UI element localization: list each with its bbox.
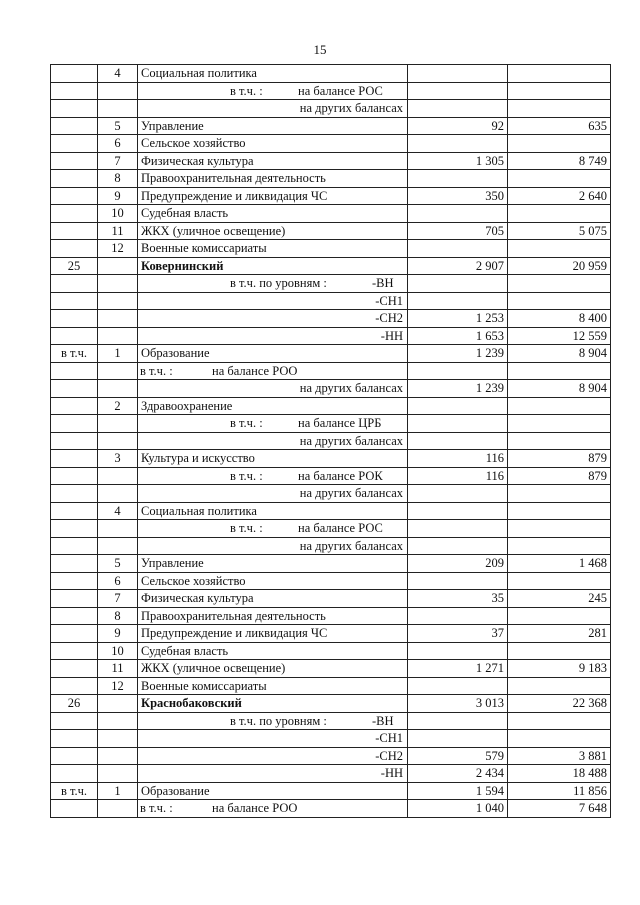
cell-group-marker (51, 205, 98, 223)
cell-group-marker (51, 572, 98, 590)
cell-group-marker (51, 712, 98, 730)
cell-item-number (98, 327, 138, 345)
cell-group-marker (51, 292, 98, 310)
cell-item-number (98, 537, 138, 555)
table-row (51, 170, 611, 188)
cell-group-marker (51, 660, 98, 678)
cell-value-1: 209 (408, 555, 508, 573)
cell-value-1 (408, 100, 508, 118)
cell-description: -СН2 (138, 747, 408, 765)
cell-description: Социальная политика (138, 65, 408, 83)
breakdown-value: на балансе ЦРБ (298, 416, 382, 431)
cell-item-number (98, 82, 138, 100)
cell-value-1 (408, 730, 508, 748)
cell-item-number (98, 362, 138, 380)
cell-value-1: 116 (408, 467, 508, 485)
cell-description: Управление (138, 117, 408, 135)
cell-description: на других балансах (138, 485, 408, 503)
table-row (51, 415, 611, 433)
cell-value-1: 350 (408, 187, 508, 205)
cell-value-2 (508, 362, 611, 380)
cell-value-1: 116 (408, 450, 508, 468)
cell-value-2: 879 (508, 467, 611, 485)
cell-description: Образование (138, 782, 408, 800)
cell-group-marker (51, 590, 98, 608)
breakdown-value: на балансе РОС (298, 521, 383, 536)
cell-value-2: 12 559 (508, 327, 611, 345)
cell-item-number: 6 (98, 135, 138, 153)
table-row (51, 642, 611, 660)
cell-group-marker (51, 555, 98, 573)
region-row (51, 257, 611, 275)
cell-group-marker (51, 82, 98, 100)
cell-value-1 (408, 572, 508, 590)
cell-group-marker (51, 502, 98, 520)
cell-group-marker (51, 415, 98, 433)
cell-group-marker (51, 730, 98, 748)
table-row (51, 310, 611, 328)
table-row (51, 712, 611, 730)
cell-value-2 (508, 82, 611, 100)
cell-description: Образование (138, 345, 408, 363)
cell-group-marker (51, 642, 98, 660)
table-row (51, 222, 611, 240)
cell-description: Судебная власть (138, 642, 408, 660)
cell-value-1: 37 (408, 625, 508, 643)
cell-value-2 (508, 135, 611, 153)
table-row (51, 450, 611, 468)
table-row (51, 380, 611, 398)
cell-group-marker: 25 (51, 257, 98, 275)
table-row (51, 660, 611, 678)
table-row (51, 730, 611, 748)
breakdown-label: в т.ч. : (230, 83, 263, 98)
cell-item-number: 11 (98, 660, 138, 678)
breakdown-value: -ВН (372, 713, 394, 728)
cell-group-marker (51, 485, 98, 503)
cell-value-1 (408, 712, 508, 730)
table-row (51, 292, 611, 310)
cell-description: Военные комиссариаты (138, 677, 408, 695)
cell-value-1 (408, 502, 508, 520)
cell-item-number: 6 (98, 572, 138, 590)
cell-item-number (98, 747, 138, 765)
cell-value-2: 18 488 (508, 765, 611, 783)
cell-item-number: 9 (98, 625, 138, 643)
cell-group-marker (51, 607, 98, 625)
cell-item-number: 10 (98, 205, 138, 223)
cell-value-1: 579 (408, 747, 508, 765)
cell-value-1: 2 907 (408, 257, 508, 275)
cell-value-1: 705 (408, 222, 508, 240)
cell-group-marker (51, 765, 98, 783)
cell-value-2: 9 183 (508, 660, 611, 678)
cell-description: Управление (138, 555, 408, 573)
cell-description: Правоохранительная деятельность (138, 170, 408, 188)
cell-value-2 (508, 520, 611, 538)
cell-value-1 (408, 677, 508, 695)
cell-value-1: 1 594 (408, 782, 508, 800)
cell-value-1 (408, 240, 508, 258)
cell-value-1: 1 653 (408, 327, 508, 345)
region-row (51, 695, 611, 713)
cell-value-2 (508, 240, 611, 258)
cell-value-1 (408, 415, 508, 433)
cell-item-number (98, 257, 138, 275)
breakdown-value: -ВН (372, 276, 394, 291)
cell-value-2: 635 (508, 117, 611, 135)
cell-description: -СН1 (138, 292, 408, 310)
cell-value-2 (508, 485, 611, 503)
cell-value-2 (508, 572, 611, 590)
cell-group-marker (51, 152, 98, 170)
cell-value-1: 1 040 (408, 800, 508, 818)
cell-value-2 (508, 65, 611, 83)
cell-value-1 (408, 65, 508, 83)
cell-value-2: 2 640 (508, 187, 611, 205)
cell-value-2 (508, 205, 611, 223)
cell-item-number: 1 (98, 782, 138, 800)
cell-item-number: 12 (98, 240, 138, 258)
cell-description: Предупреждение и ликвидация ЧС (138, 187, 408, 205)
cell-value-2 (508, 170, 611, 188)
cell-value-1: 35 (408, 590, 508, 608)
cell-item-number (98, 310, 138, 328)
cell-description (138, 362, 408, 380)
table-row (51, 65, 611, 83)
cell-description: Социальная политика (138, 502, 408, 520)
cell-value-2 (508, 712, 611, 730)
cell-description (138, 800, 408, 818)
table-row (51, 520, 611, 538)
cell-group-marker: в т.ч. (51, 782, 98, 800)
cell-value-1 (408, 537, 508, 555)
cell-group-marker (51, 800, 98, 818)
cell-item-number (98, 100, 138, 118)
cell-description (138, 712, 408, 730)
breakdown-value: на балансе РОС (298, 83, 383, 98)
cell-item-number (98, 432, 138, 450)
cell-description: ЖКХ (уличное освещение) (138, 222, 408, 240)
cell-value-2: 8 904 (508, 345, 611, 363)
table-row (51, 205, 611, 223)
cell-description: на других балансах (138, 432, 408, 450)
cell-value-2: 245 (508, 590, 611, 608)
cell-group-marker (51, 117, 98, 135)
cell-group-marker (51, 397, 98, 415)
breakdown-label: в т.ч. : (230, 416, 263, 431)
cell-value-2 (508, 415, 611, 433)
cell-value-1 (408, 135, 508, 153)
cell-item-number: 11 (98, 222, 138, 240)
cell-group-marker (51, 240, 98, 258)
table-row (51, 800, 611, 818)
cell-value-1 (408, 485, 508, 503)
cell-value-2: 22 368 (508, 695, 611, 713)
cell-item-number: 9 (98, 187, 138, 205)
table-row (51, 747, 611, 765)
table-row (51, 327, 611, 345)
cell-description: Здравоохранение (138, 397, 408, 415)
table-row (51, 397, 611, 415)
table-row (51, 607, 611, 625)
cell-item-number: 1 (98, 345, 138, 363)
cell-group-marker (51, 327, 98, 345)
cell-value-1: 92 (408, 117, 508, 135)
table-row (51, 765, 611, 783)
cell-value-2 (508, 432, 611, 450)
cell-description: -СН1 (138, 730, 408, 748)
cell-description (138, 520, 408, 538)
breakdown-label: в т.ч. : (230, 468, 263, 483)
cell-value-2 (508, 730, 611, 748)
cell-description: Сельское хозяйство (138, 572, 408, 590)
cell-description: Правоохранительная деятельность (138, 607, 408, 625)
region-name: Краснобаковский (138, 695, 408, 713)
cell-description: на других балансах (138, 380, 408, 398)
cell-group-marker (51, 450, 98, 468)
cell-value-1 (408, 82, 508, 100)
table-row (51, 782, 611, 800)
table-row (51, 502, 611, 520)
cell-value-1: 1 253 (408, 310, 508, 328)
cell-description (138, 82, 408, 100)
cell-item-number: 7 (98, 152, 138, 170)
page-number: 15 (313, 42, 327, 57)
breakdown-label: в т.ч. : (230, 521, 263, 536)
cell-value-2 (508, 607, 611, 625)
cell-group-marker (51, 65, 98, 83)
cell-description: Физическая культура (138, 590, 408, 608)
cell-item-number: 5 (98, 555, 138, 573)
cell-value-2: 281 (508, 625, 611, 643)
breakdown-label: в т.ч. : (140, 801, 173, 816)
cell-value-1 (408, 292, 508, 310)
cell-item-number: 12 (98, 677, 138, 695)
table-row (51, 240, 611, 258)
cell-value-1: 1 239 (408, 345, 508, 363)
cell-value-2: 879 (508, 450, 611, 468)
cell-value-2: 20 959 (508, 257, 611, 275)
cell-value-1 (408, 275, 508, 293)
cell-value-1 (408, 205, 508, 223)
table-row (51, 432, 611, 450)
table-row (51, 485, 611, 503)
cell-group-marker (51, 677, 98, 695)
cell-item-number (98, 275, 138, 293)
cell-description: Судебная власть (138, 205, 408, 223)
cell-item-number (98, 380, 138, 398)
cell-item-number: 4 (98, 502, 138, 520)
cell-item-number: 2 (98, 397, 138, 415)
cell-item-number (98, 695, 138, 713)
table-row (51, 82, 611, 100)
cell-value-1: 2 434 (408, 765, 508, 783)
cell-value-1: 1 271 (408, 660, 508, 678)
cell-value-1 (408, 642, 508, 660)
cell-item-number (98, 730, 138, 748)
cell-group-marker (51, 520, 98, 538)
breakdown-label: в т.ч. по уровням : (230, 713, 327, 728)
cell-group-marker: 26 (51, 695, 98, 713)
table-row (51, 100, 611, 118)
breakdown-value: на балансе РОК (298, 468, 383, 483)
table-row (51, 467, 611, 485)
cell-group-marker (51, 362, 98, 380)
table-row (51, 677, 611, 695)
cell-group-marker (51, 222, 98, 240)
breakdown-value: на балансе РОО (212, 363, 298, 378)
cell-value-2: 7 648 (508, 800, 611, 818)
cell-value-1 (408, 170, 508, 188)
table-row (51, 275, 611, 293)
cell-value-2: 8 904 (508, 380, 611, 398)
cell-value-1 (408, 520, 508, 538)
cell-group-marker (51, 310, 98, 328)
cell-item-number: 8 (98, 170, 138, 188)
cell-description (138, 415, 408, 433)
table-row (51, 362, 611, 380)
cell-value-1 (408, 397, 508, 415)
cell-value-1: 3 013 (408, 695, 508, 713)
cell-value-2: 5 075 (508, 222, 611, 240)
table-body (51, 65, 611, 818)
cell-group-marker (51, 100, 98, 118)
cell-group-marker (51, 537, 98, 555)
cell-item-number (98, 520, 138, 538)
cell-item-number (98, 485, 138, 503)
cell-value-2: 1 468 (508, 555, 611, 573)
cell-description: на других балансах (138, 537, 408, 555)
cell-group-marker (51, 380, 98, 398)
cell-item-number (98, 292, 138, 310)
cell-item-number (98, 765, 138, 783)
table-row (51, 135, 611, 153)
breakdown-label: в т.ч. : (140, 363, 173, 378)
table-row (51, 152, 611, 170)
cell-item-number (98, 415, 138, 433)
cell-description: -СН2 (138, 310, 408, 328)
cell-value-2 (508, 642, 611, 660)
cell-group-marker (51, 432, 98, 450)
table-row (51, 572, 611, 590)
cell-group-marker (51, 275, 98, 293)
cell-value-2 (508, 537, 611, 555)
cell-item-number (98, 712, 138, 730)
cell-value-2 (508, 275, 611, 293)
table-row (51, 187, 611, 205)
cell-value-1 (408, 362, 508, 380)
table-row (51, 555, 611, 573)
cell-description: Предупреждение и ликвидация ЧС (138, 625, 408, 643)
cell-value-2: 3 881 (508, 747, 611, 765)
cell-description: на других балансах (138, 100, 408, 118)
cell-group-marker (51, 747, 98, 765)
cell-description: Культура и искусство (138, 450, 408, 468)
cell-value-2 (508, 292, 611, 310)
cell-value-2 (508, 100, 611, 118)
cell-item-number: 4 (98, 65, 138, 83)
cell-value-2: 11 856 (508, 782, 611, 800)
cell-item-number: 8 (98, 607, 138, 625)
cell-item-number (98, 800, 138, 818)
cell-item-number: 5 (98, 117, 138, 135)
cell-value-1 (408, 432, 508, 450)
cell-group-marker (51, 135, 98, 153)
cell-item-number: 10 (98, 642, 138, 660)
table-row (51, 537, 611, 555)
cell-value-1: 1 239 (408, 380, 508, 398)
cell-group-marker (51, 170, 98, 188)
cell-item-number: 7 (98, 590, 138, 608)
cell-value-2 (508, 677, 611, 695)
cell-value-2: 8 400 (508, 310, 611, 328)
table-row (51, 345, 611, 363)
cell-description: -НН (138, 765, 408, 783)
region-name: Ковернинский (138, 257, 408, 275)
cell-value-2 (508, 502, 611, 520)
budget-table (50, 64, 611, 818)
cell-group-marker (51, 625, 98, 643)
table-row (51, 117, 611, 135)
cell-description: -НН (138, 327, 408, 345)
cell-description (138, 275, 408, 293)
cell-value-2 (508, 397, 611, 415)
cell-group-marker (51, 467, 98, 485)
cell-group-marker (51, 187, 98, 205)
cell-group-marker: в т.ч. (51, 345, 98, 363)
cell-value-1: 1 305 (408, 152, 508, 170)
cell-description: Военные комиссариаты (138, 240, 408, 258)
cell-value-2: 8 749 (508, 152, 611, 170)
table-row (51, 625, 611, 643)
cell-item-number (98, 467, 138, 485)
breakdown-label: в т.ч. по уровням : (230, 276, 327, 291)
cell-value-1 (408, 607, 508, 625)
cell-description (138, 467, 408, 485)
cell-description: Физическая культура (138, 152, 408, 170)
breakdown-value: на балансе РОО (212, 801, 298, 816)
cell-description: Сельское хозяйство (138, 135, 408, 153)
table-row (51, 590, 611, 608)
cell-description: ЖКХ (уличное освещение) (138, 660, 408, 678)
cell-item-number: 3 (98, 450, 138, 468)
